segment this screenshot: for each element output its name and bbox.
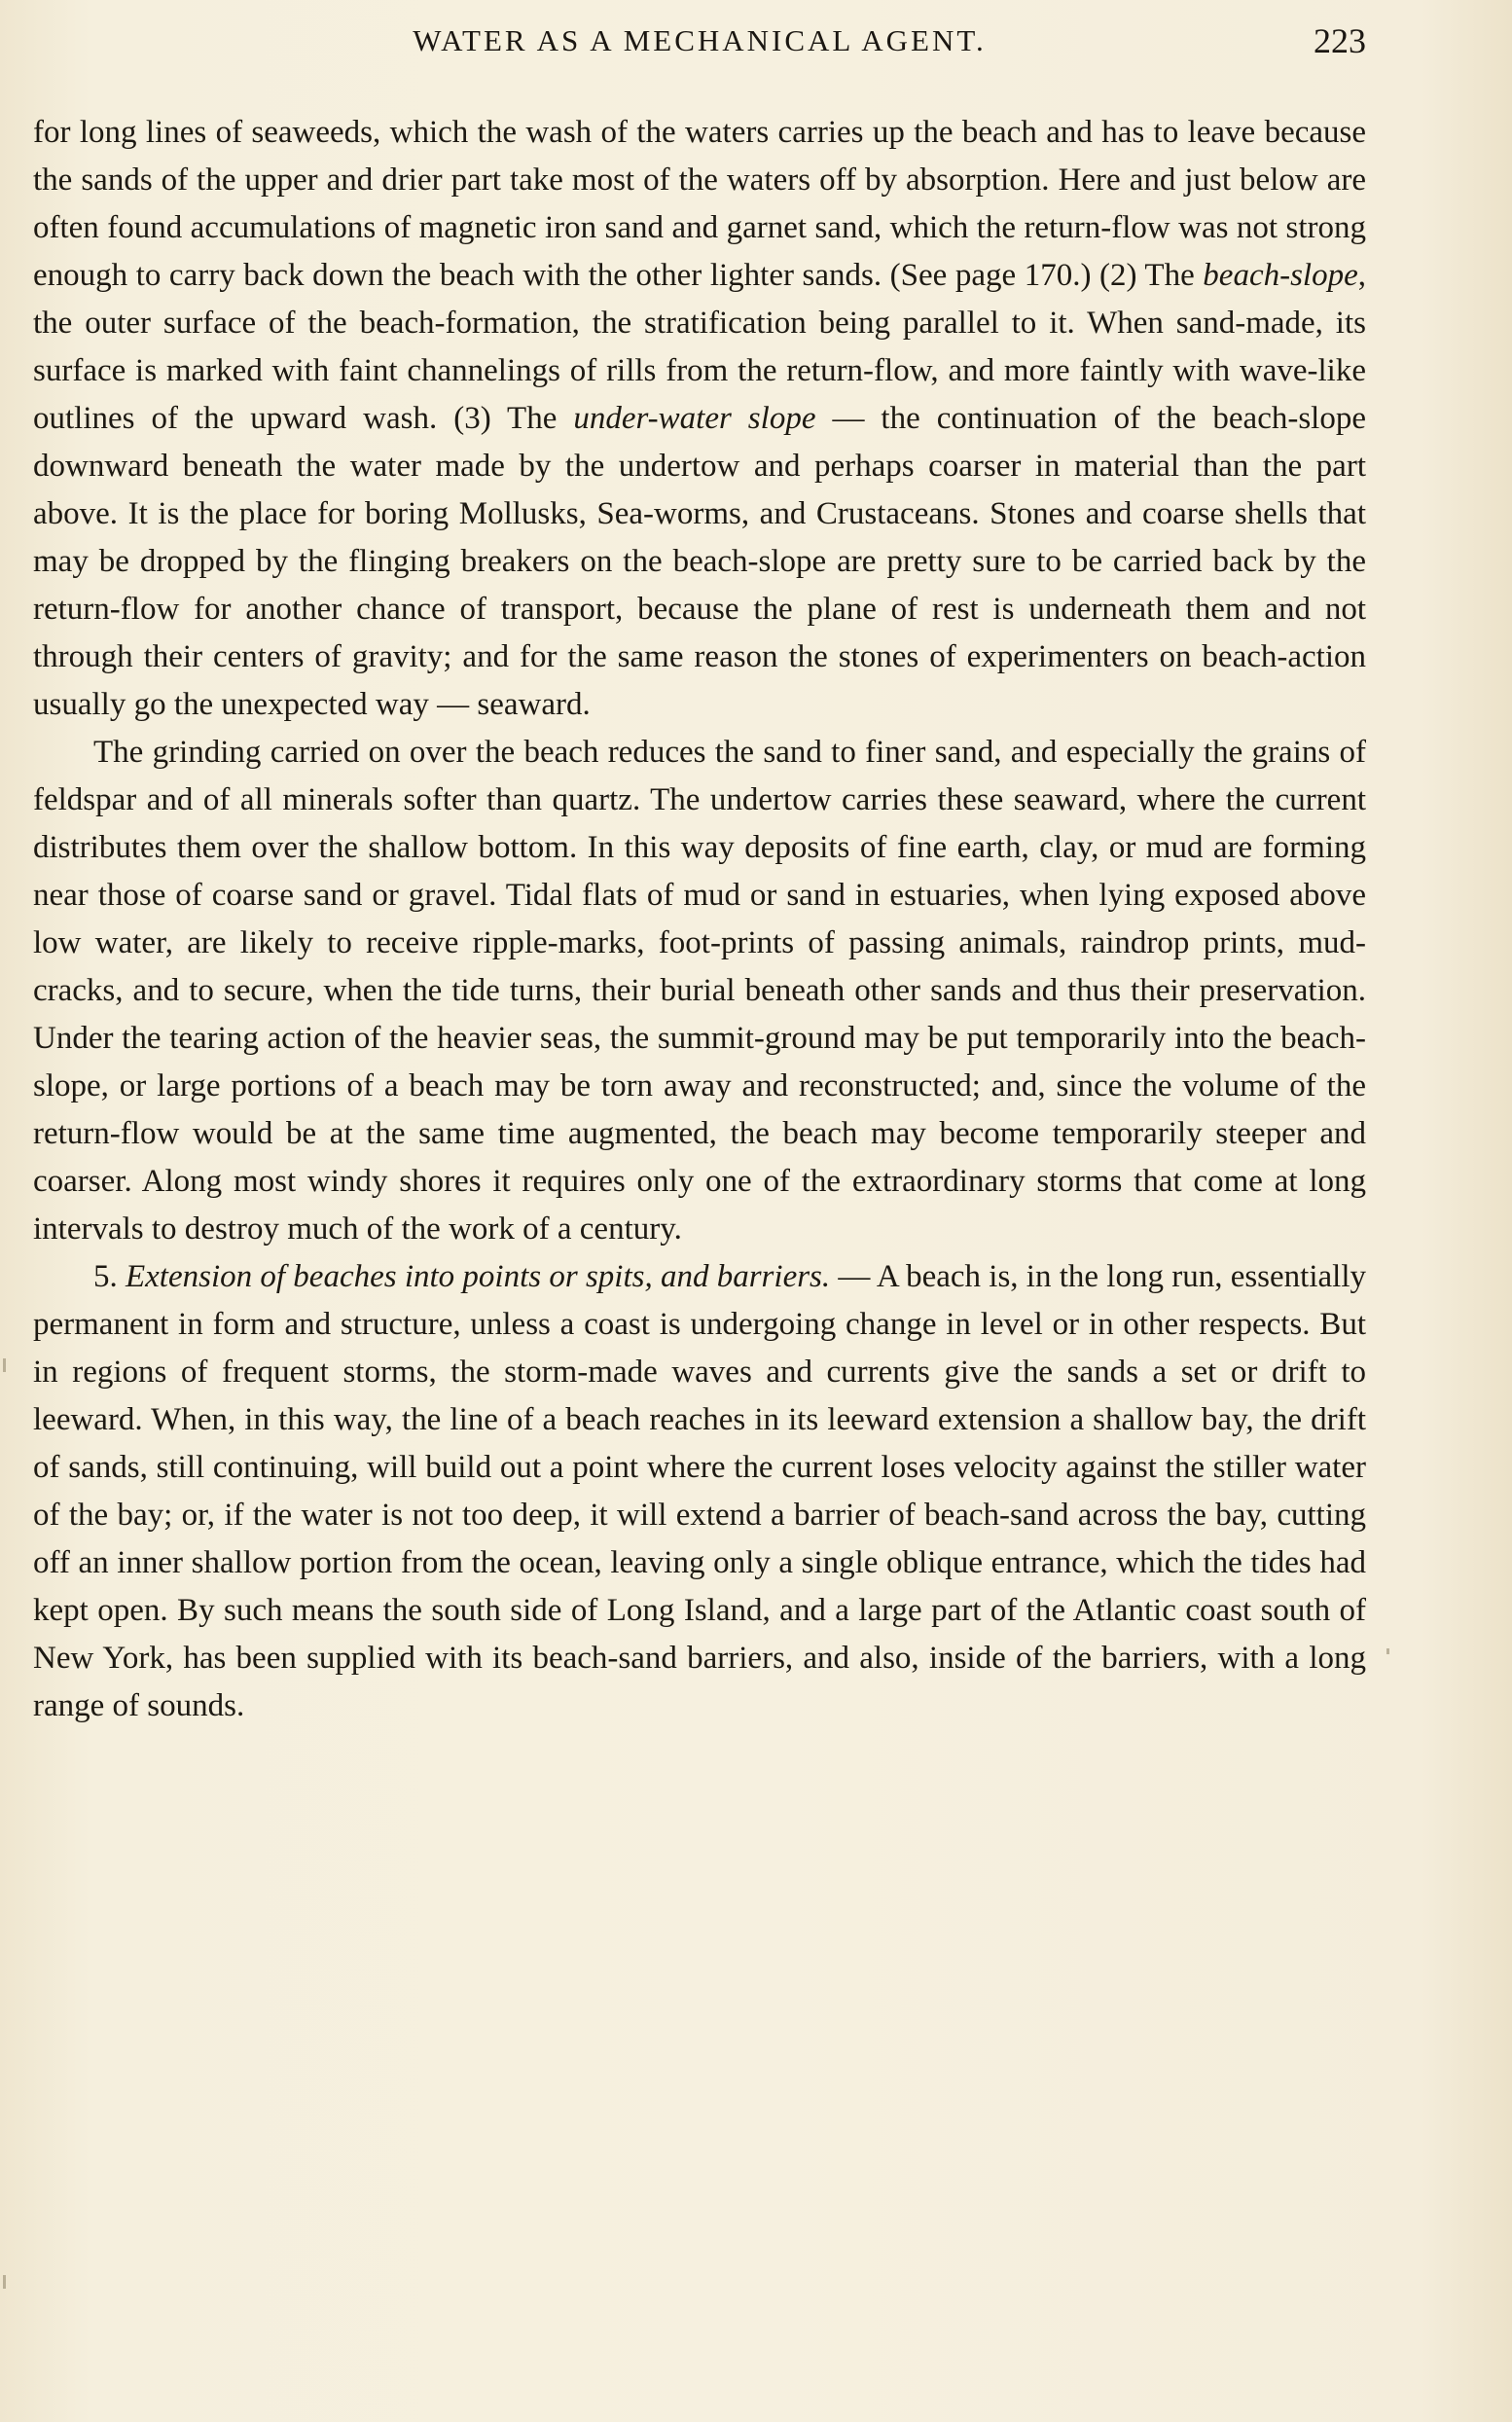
paragraph-extension-of-beaches bbox=[33, 1253, 1366, 1730]
italic-term-beach-slope: beach-slope bbox=[1203, 258, 1358, 293]
text-run: — A beach is, in the long run, essentially permanent in form and structure, unless a coast is undergoing change in level or in other respects. But in regions of frequent storms, the storm-made waves and currents give the sands a set or drift to leeward. When, in this way, the line of a beach reaches in its leeward extension a shallow bay, the drift of sands, still continuing, will build out a point where the current loses velocity against the stiller water of the bay; or, if the water is not too deep, it will extend a barrier of beach-sand across the bay, cutting off an inner shallow portion from the ocean, leaving only a single oblique entrance, which the tides had kept open. By such means the south side of Long Island, and a large part of the Atlantic coast south of New York, has been supplied with its beach-sand barriers, and also, inside of the barriers, with a long range of sounds. bbox=[33, 1259, 1366, 1723]
text-run: — the continuation of the beach-slope downward beneath the water made by the undertow and perhaps coarser in material than the part above. It is the place for boring Mollusks, Sea-worms, and Crustaceans. Stones and coarse shells that may be dropped by the flinging breakers on the beach-slope are pretty sure to be carried back by the return-flow for another chance of transport, because the plane of rest is underneath them and not through their centers of gravity; and for the same reason the stones of experimenters on beach-action usually go the unexpected way — seaward. bbox=[33, 401, 1366, 722]
running-title: WATER AS A MECHANICAL AGENT. bbox=[413, 23, 987, 57]
body-text bbox=[33, 109, 1366, 1730]
running-header bbox=[33, 16, 1366, 66]
margin-speck bbox=[3, 2275, 6, 2289]
text-run: for long lines of seaweeds, which the wash of the waters carries up the beach and has to leave because the sands of the upper and drier part take most of the waters off by absorption. Here and just below are often found accumulations of magnetic iron sand and garnet sand, which the return-flow was not strong enough to carry back down the beach with the other lighter sands. (See page 170.) (2) The bbox=[33, 115, 1366, 293]
page-number: 223 bbox=[1314, 21, 1366, 60]
italic-section-heading: Extension of beaches into points or spits, and barriers. bbox=[126, 1259, 831, 1294]
margin-speck bbox=[3, 1358, 6, 1372]
text-run: The grinding carried on over the beach reduces the sand to finer sand, and especially the grains of feldspar and of all minerals softer than quartz. The undertow carries these seaward, where the current distributes them over the shallow bottom. In this way deposits of fine earth, clay, or mud are forming near those of coarse sand or gravel. Tidal flats of mud or sand in estuaries, when lying exposed above low water, are likely to receive ripple-marks, foot-prints of passing animals, raindrop prints, mud-cracks, and to secure, when the tide turns, their burial beneath other sands and thus their preservation. Under the tearing action of the heavier seas, the summit-ground may be put temporarily into the beach-slope, or large portions of a beach may be torn away and reconstructed; and, since the volume of the return-flow would be at the same time augmented, the beach may become temporarily steeper and coarser. Along most windy shores it requires only one of the extraordinary storms that come at long intervals to destroy much of the work of a century. bbox=[33, 735, 1366, 1247]
text-run: , the outer surface of the beach-formation, the stratification being parallel to it. When sand-made, its surface is marked with faint channelings of rills from the return-flow, and more faintly with wave-like outlines of the upward wash. (3) The bbox=[33, 258, 1366, 436]
section-number: 5. bbox=[93, 1259, 126, 1294]
italic-term-under-water-slope: under-water slope bbox=[573, 401, 816, 436]
margin-speck bbox=[1386, 1648, 1389, 1654]
paragraph-beach-zones bbox=[33, 109, 1366, 729]
paragraph-grinding bbox=[33, 729, 1366, 1253]
